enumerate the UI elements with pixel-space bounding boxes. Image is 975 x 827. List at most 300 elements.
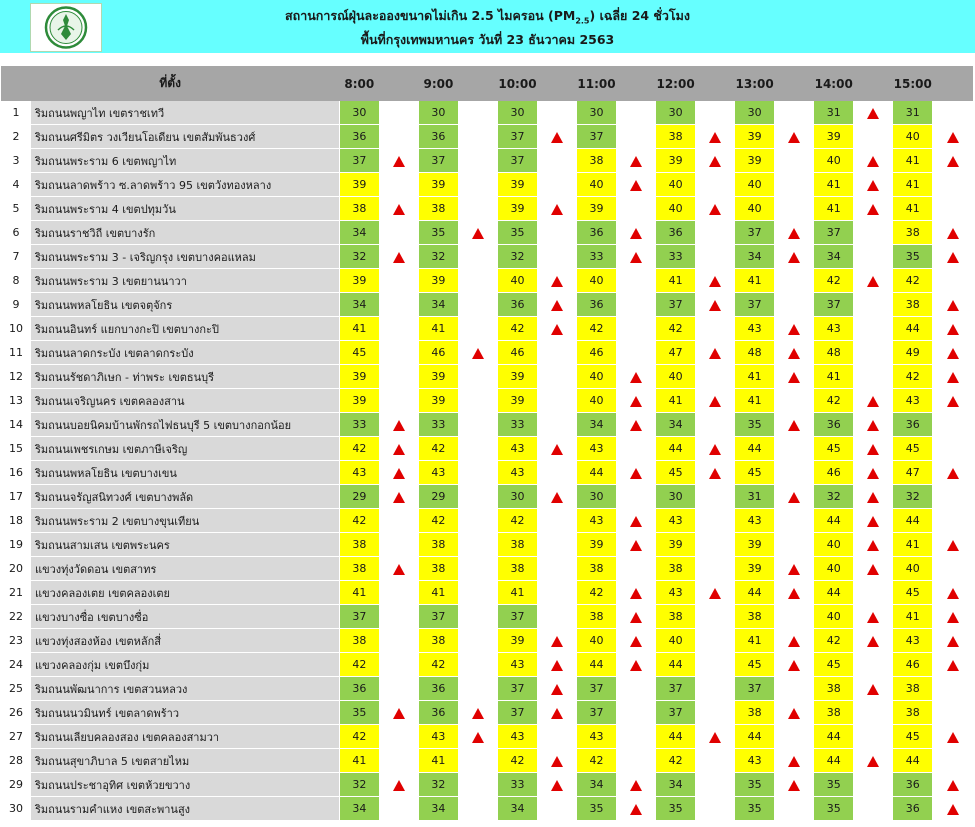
- pm25-value-cell: 43: [339, 461, 379, 485]
- red-up-triangle-icon: [630, 804, 642, 815]
- location-column-header: ที่ตั้ง: [1, 66, 339, 101]
- red-up-triangle-icon: [393, 564, 405, 575]
- location-cell: ริมถนนพระราม 4 เขตปทุมวัน: [31, 197, 339, 221]
- red-up-triangle-icon: [709, 132, 721, 143]
- pm25-value-cell: 39: [735, 125, 775, 149]
- pm25-value-cell: 42: [577, 317, 617, 341]
- trend-cell: [696, 581, 735, 605]
- pm25-value-cell: 38: [735, 701, 775, 725]
- red-up-triangle-icon: [947, 156, 959, 167]
- trend-cell: [696, 773, 735, 797]
- trend-cell: [775, 389, 814, 413]
- red-up-triangle-icon: [947, 540, 959, 551]
- red-up-triangle-icon: [630, 372, 642, 383]
- trend-cell: [537, 629, 576, 653]
- trend-cell: [696, 749, 735, 773]
- pm25-value-cell: 39: [418, 173, 458, 197]
- pm25-value-cell: 43: [735, 509, 775, 533]
- row-number: 13: [1, 389, 31, 413]
- trend-cell: [379, 149, 418, 173]
- red-up-triangle-icon: [393, 708, 405, 719]
- trend-cell: [379, 749, 418, 773]
- trend-cell: [379, 125, 418, 149]
- pm25-value-cell: 44: [735, 725, 775, 749]
- red-up-triangle-icon: [630, 180, 642, 191]
- trend-cell: [696, 413, 735, 437]
- pm25-value-cell: 38: [893, 677, 933, 701]
- pm25-value-cell: 39: [497, 629, 537, 653]
- red-up-triangle-icon: [867, 612, 879, 623]
- red-up-triangle-icon: [867, 468, 879, 479]
- title-subscript: 2.5: [575, 16, 590, 26]
- trend-cell: [537, 437, 576, 461]
- trend-cell: [775, 317, 814, 341]
- red-up-triangle-icon: [947, 132, 959, 143]
- red-up-triangle-icon: [551, 300, 563, 311]
- pm25-value-cell: 44: [577, 653, 617, 677]
- trend-cell: [537, 197, 576, 221]
- pm25-value-cell: 33: [418, 413, 458, 437]
- red-up-triangle-icon: [709, 348, 721, 359]
- pm25-value-cell: 40: [814, 557, 854, 581]
- header-spacer: [0, 53, 975, 66]
- red-up-triangle-icon: [867, 756, 879, 767]
- trend-cell: [854, 509, 893, 533]
- red-up-triangle-icon: [551, 780, 563, 791]
- pm25-value-cell: 35: [577, 797, 617, 821]
- trend-cell: [933, 317, 973, 341]
- trend-cell: [379, 389, 418, 413]
- location-cell: แขวงทุ่งวัดดอน เขตสาทร: [31, 557, 339, 581]
- red-up-triangle-icon: [393, 444, 405, 455]
- location-cell: ริมถนนสุขาภิบาล 5 เขตสายไหม: [31, 749, 339, 773]
- row-number: 19: [1, 533, 31, 557]
- location-cell: ริมถนนราชวิถี เขตบางรัก: [31, 221, 339, 245]
- row-number: 23: [1, 629, 31, 653]
- pm25-value-cell: 43: [656, 581, 696, 605]
- trend-cell: [775, 365, 814, 389]
- trend-cell: [854, 461, 893, 485]
- table-row: [1, 101, 973, 125]
- pm25-value-cell: 46: [418, 341, 458, 365]
- pm25-value-cell: 35: [735, 413, 775, 437]
- trend-cell: [775, 653, 814, 677]
- red-up-triangle-icon: [551, 324, 563, 335]
- red-up-triangle-icon: [472, 348, 484, 359]
- pm25-value-cell: 34: [577, 413, 617, 437]
- trend-cell: [458, 749, 497, 773]
- red-up-triangle-icon: [630, 516, 642, 527]
- pm25-value-cell: 45: [893, 581, 933, 605]
- red-up-triangle-icon: [788, 228, 800, 239]
- trend-cell: [696, 629, 735, 653]
- pm25-value-cell: 46: [577, 341, 617, 365]
- red-up-triangle-icon: [947, 804, 959, 815]
- trend-cell: [379, 557, 418, 581]
- pm25-value-cell: 35: [339, 701, 379, 725]
- red-up-triangle-icon: [867, 564, 879, 575]
- trend-cell: [617, 605, 656, 629]
- trend-cell: [933, 101, 973, 125]
- red-up-triangle-icon: [630, 588, 642, 599]
- trend-cell: [458, 245, 497, 269]
- trend-cell: [537, 317, 576, 341]
- time-column-header: 14:00: [814, 66, 854, 101]
- red-up-triangle-icon: [867, 396, 879, 407]
- pm25-value-cell: 46: [893, 653, 933, 677]
- pm25-value-cell: 37: [656, 293, 696, 317]
- trend-cell: [617, 221, 656, 245]
- pm25-value-cell: 36: [577, 293, 617, 317]
- pm25-value-cell: 45: [893, 437, 933, 461]
- trend-cell: [696, 509, 735, 533]
- trend-cell: [854, 413, 893, 437]
- pm25-value-cell: 40: [577, 269, 617, 293]
- trend-cell: [933, 701, 973, 725]
- pm25-value-cell: 43: [577, 437, 617, 461]
- pm25-value-cell: 38: [893, 221, 933, 245]
- table-row: [1, 293, 973, 317]
- trend-cell: [854, 365, 893, 389]
- page-title: [0, 6, 975, 26]
- trend-cell: [537, 533, 576, 557]
- trend-cell: [537, 365, 576, 389]
- page-subtitle: พื้นที่กรุงเทพมหานคร วันที่ 23 ธันวาคม 2563: [360, 32, 615, 47]
- table-header-row: [1, 66, 973, 101]
- pm25-value-cell: 30: [656, 101, 696, 125]
- pm25-value-cell: 41: [814, 365, 854, 389]
- time-column-header: 13:00: [735, 66, 775, 101]
- trend-cell: [537, 125, 576, 149]
- trend-cell: [775, 629, 814, 653]
- red-up-triangle-icon: [867, 516, 879, 527]
- pm25-value-cell: 40: [577, 629, 617, 653]
- trend-cell: [537, 509, 576, 533]
- trend-cell: [854, 317, 893, 341]
- pm25-value-cell: 43: [577, 725, 617, 749]
- pm25-value-cell: 39: [497, 173, 537, 197]
- pm25-value-cell: 37: [497, 125, 537, 149]
- trend-cell: [696, 245, 735, 269]
- pm25-value-cell: 45: [893, 725, 933, 749]
- pm25-value-cell: 34: [418, 797, 458, 821]
- trend-cell: [854, 557, 893, 581]
- pm25-value-cell: 43: [735, 749, 775, 773]
- table-row: [1, 749, 973, 773]
- red-up-triangle-icon: [788, 588, 800, 599]
- pm25-value-cell: 41: [339, 317, 379, 341]
- table-row: [1, 773, 973, 797]
- trend-column-header: [854, 66, 893, 101]
- row-number: 30: [1, 797, 31, 821]
- pm25-value-cell: 38: [418, 557, 458, 581]
- pm25-value-cell: 37: [735, 677, 775, 701]
- pm25-value-cell: 41: [735, 365, 775, 389]
- trend-cell: [854, 149, 893, 173]
- pm25-value-cell: 38: [418, 533, 458, 557]
- pm25-value-cell: 36: [418, 701, 458, 725]
- pm25-value-cell: 43: [577, 509, 617, 533]
- row-number: 28: [1, 749, 31, 773]
- pm25-value-cell: 38: [339, 533, 379, 557]
- location-cell: ริมถนนพัฒนาการ เขตสวนหลวง: [31, 677, 339, 701]
- trend-cell: [458, 557, 497, 581]
- trend-cell: [696, 293, 735, 317]
- trend-cell: [379, 509, 418, 533]
- pm25-value-cell: 30: [497, 101, 537, 125]
- trend-cell: [537, 773, 576, 797]
- red-up-triangle-icon: [551, 756, 563, 767]
- trend-cell: [775, 773, 814, 797]
- pm25-value-cell: 41: [656, 389, 696, 413]
- trend-cell: [379, 365, 418, 389]
- pm25-value-cell: 34: [577, 773, 617, 797]
- pm25-value-cell: 44: [735, 581, 775, 605]
- pm25-value-cell: 40: [656, 173, 696, 197]
- pm25-value-cell: 40: [577, 389, 617, 413]
- pm25-value-cell: 39: [418, 269, 458, 293]
- trend-cell: [458, 581, 497, 605]
- time-column-header: 8:00: [339, 66, 379, 101]
- pm25-value-cell: 39: [497, 365, 537, 389]
- pm25-value-cell: 44: [814, 725, 854, 749]
- red-up-triangle-icon: [867, 180, 879, 191]
- pm25-value-cell: 42: [339, 653, 379, 677]
- pm25-value-cell: 35: [814, 773, 854, 797]
- trend-cell: [617, 317, 656, 341]
- row-number: 9: [1, 293, 31, 317]
- table-row: [1, 797, 973, 821]
- red-up-triangle-icon: [867, 444, 879, 455]
- trend-cell: [379, 773, 418, 797]
- trend-column-header: [933, 66, 973, 101]
- trend-cell: [458, 461, 497, 485]
- trend-cell: [379, 533, 418, 557]
- trend-cell: [379, 245, 418, 269]
- pm25-value-cell: 42: [893, 269, 933, 293]
- red-up-triangle-icon: [788, 564, 800, 575]
- trend-cell: [617, 701, 656, 725]
- trend-cell: [933, 509, 973, 533]
- pm25-value-cell: 42: [339, 725, 379, 749]
- trend-cell: [537, 653, 576, 677]
- pm25-value-cell: 34: [656, 413, 696, 437]
- pm25-value-cell: 35: [418, 221, 458, 245]
- pm25-value-cell: 37: [418, 149, 458, 173]
- trend-cell: [933, 125, 973, 149]
- table-row: [1, 533, 973, 557]
- trend-cell: [537, 581, 576, 605]
- trend-cell: [617, 437, 656, 461]
- trend-cell: [696, 677, 735, 701]
- trend-cell: [458, 389, 497, 413]
- pm25-value-cell: 44: [814, 749, 854, 773]
- trend-cell: [379, 101, 418, 125]
- trend-cell: [617, 533, 656, 557]
- trend-cell: [775, 605, 814, 629]
- pm25-value-cell: 39: [339, 389, 379, 413]
- red-up-triangle-icon: [947, 660, 959, 671]
- pm25-value-cell: 35: [735, 773, 775, 797]
- pm25-value-cell: 43: [497, 653, 537, 677]
- trend-cell: [379, 221, 418, 245]
- trend-cell: [933, 581, 973, 605]
- row-number: 14: [1, 413, 31, 437]
- pm25-value-cell: 35: [735, 797, 775, 821]
- trend-cell: [379, 461, 418, 485]
- location-cell: ริมถนนพระราม 6 เขตพญาไท: [31, 149, 339, 173]
- red-up-triangle-icon: [788, 708, 800, 719]
- trend-cell: [537, 749, 576, 773]
- trend-cell: [458, 653, 497, 677]
- red-up-triangle-icon: [867, 420, 879, 431]
- pm25-value-cell: 38: [339, 197, 379, 221]
- red-up-triangle-icon: [630, 636, 642, 647]
- trend-cell: [537, 797, 576, 821]
- pm25-value-cell: 31: [735, 485, 775, 509]
- pm25-value-cell: 34: [656, 773, 696, 797]
- pm25-value-cell: 44: [814, 581, 854, 605]
- pm25-value-cell: 38: [577, 605, 617, 629]
- row-number: 4: [1, 173, 31, 197]
- row-number: 20: [1, 557, 31, 581]
- trend-cell: [617, 797, 656, 821]
- trend-cell: [933, 605, 973, 629]
- pm25-value-cell: 34: [497, 797, 537, 821]
- trend-cell: [617, 653, 656, 677]
- pm25-value-cell: 40: [577, 173, 617, 197]
- table-row: [1, 653, 973, 677]
- location-cell: ริมถนนบอยนิคมบ้านพักรถไฟธนบุรี 5 เขตบางกอกน้อย: [31, 413, 339, 437]
- red-up-triangle-icon: [788, 348, 800, 359]
- trend-cell: [379, 605, 418, 629]
- trend-cell: [458, 197, 497, 221]
- trend-cell: [458, 533, 497, 557]
- trend-cell: [537, 701, 576, 725]
- trend-cell: [696, 125, 735, 149]
- pm25-value-cell: 41: [418, 581, 458, 605]
- red-up-triangle-icon: [947, 252, 959, 263]
- red-up-triangle-icon: [551, 204, 563, 215]
- red-up-triangle-icon: [709, 732, 721, 743]
- pm25-value-cell: 37: [577, 701, 617, 725]
- page-header: [0, 0, 975, 53]
- pm25-value-cell: 41: [814, 173, 854, 197]
- pm25-value-cell: 38: [497, 533, 537, 557]
- pm25-value-cell: 35: [656, 797, 696, 821]
- trend-cell: [933, 389, 973, 413]
- trend-cell: [617, 389, 656, 413]
- pm25-value-cell: 36: [577, 221, 617, 245]
- pm25-value-cell: 38: [814, 701, 854, 725]
- trend-cell: [458, 317, 497, 341]
- trend-cell: [379, 797, 418, 821]
- trend-cell: [537, 605, 576, 629]
- trend-cell: [458, 101, 497, 125]
- pm25-value-cell: 30: [656, 485, 696, 509]
- location-cell: ริมถนนพญาไท เขตราชเทวี: [31, 101, 339, 125]
- location-cell: ริมถนนพระราม 3 - เจริญกรุง เขตบางคอแหลม: [31, 245, 339, 269]
- pm25-value-cell: 30: [497, 485, 537, 509]
- trend-cell: [933, 461, 973, 485]
- pm25-value-cell: 41: [893, 149, 933, 173]
- trend-column-header: [458, 66, 497, 101]
- red-up-triangle-icon: [867, 540, 879, 551]
- red-up-triangle-icon: [709, 300, 721, 311]
- pm25-value-cell: 41: [735, 629, 775, 653]
- pm25-value-cell: 42: [418, 653, 458, 677]
- pm25-value-cell: 39: [735, 149, 775, 173]
- location-cell: ริมถนนลาดพร้าว ซ.ลาดพร้าว 95 เขตวังทองหลาง: [31, 173, 339, 197]
- pm25-value-cell: 42: [893, 365, 933, 389]
- trend-cell: [617, 365, 656, 389]
- title-suffix: ) เฉลี่ย 24 ชั่วโมง: [589, 8, 690, 23]
- red-up-triangle-icon: [788, 636, 800, 647]
- pm25-value-cell: 37: [656, 677, 696, 701]
- trend-cell: [933, 773, 973, 797]
- trend-cell: [933, 221, 973, 245]
- pm25-value-cell: 34: [339, 293, 379, 317]
- trend-cell: [933, 341, 973, 365]
- pm25-value-cell: 32: [814, 485, 854, 509]
- pm25-value-cell: 42: [814, 629, 854, 653]
- trend-cell: [775, 485, 814, 509]
- trend-cell: [775, 149, 814, 173]
- red-up-triangle-icon: [867, 684, 879, 695]
- pm25-value-cell: 38: [814, 677, 854, 701]
- trend-cell: [854, 101, 893, 125]
- table-row: [1, 221, 973, 245]
- trend-cell: [537, 725, 576, 749]
- time-column-header: 11:00: [577, 66, 617, 101]
- trend-cell: [458, 485, 497, 509]
- red-up-triangle-icon: [551, 684, 563, 695]
- pm25-value-cell: 32: [418, 773, 458, 797]
- pm25-value-cell: 39: [497, 197, 537, 221]
- row-number: 6: [1, 221, 31, 245]
- pm25-value-cell: 37: [339, 149, 379, 173]
- table-row: [1, 629, 973, 653]
- red-up-triangle-icon: [947, 300, 959, 311]
- red-up-triangle-icon: [788, 324, 800, 335]
- pm25-value-cell: 40: [656, 197, 696, 221]
- pm25-value-cell: 40: [893, 125, 933, 149]
- pm25-value-cell: 43: [893, 629, 933, 653]
- pm25-value-cell: 40: [893, 557, 933, 581]
- trend-column-header: [379, 66, 418, 101]
- red-up-triangle-icon: [867, 204, 879, 215]
- pm25-value-cell: 43: [418, 461, 458, 485]
- pm25-value-cell: 39: [418, 389, 458, 413]
- red-up-triangle-icon: [630, 780, 642, 791]
- location-cell: แขวงบางซื่อ เขตบางซื่อ: [31, 605, 339, 629]
- pm25-value-cell: 32: [418, 245, 458, 269]
- red-up-triangle-icon: [472, 708, 484, 719]
- pm25-value-cell: 45: [339, 341, 379, 365]
- row-number: 8: [1, 269, 31, 293]
- pm25-value-cell: 43: [893, 389, 933, 413]
- pm25-value-cell: 43: [656, 509, 696, 533]
- trend-cell: [537, 173, 576, 197]
- pm25-value-cell: 33: [656, 245, 696, 269]
- pm25-value-cell: 32: [339, 773, 379, 797]
- pm25-value-cell: 41: [339, 749, 379, 773]
- pm25-value-cell: 38: [656, 605, 696, 629]
- pm25-value-cell: 47: [893, 461, 933, 485]
- red-up-triangle-icon: [709, 468, 721, 479]
- row-number: 18: [1, 509, 31, 533]
- pm25-value-cell: 30: [577, 101, 617, 125]
